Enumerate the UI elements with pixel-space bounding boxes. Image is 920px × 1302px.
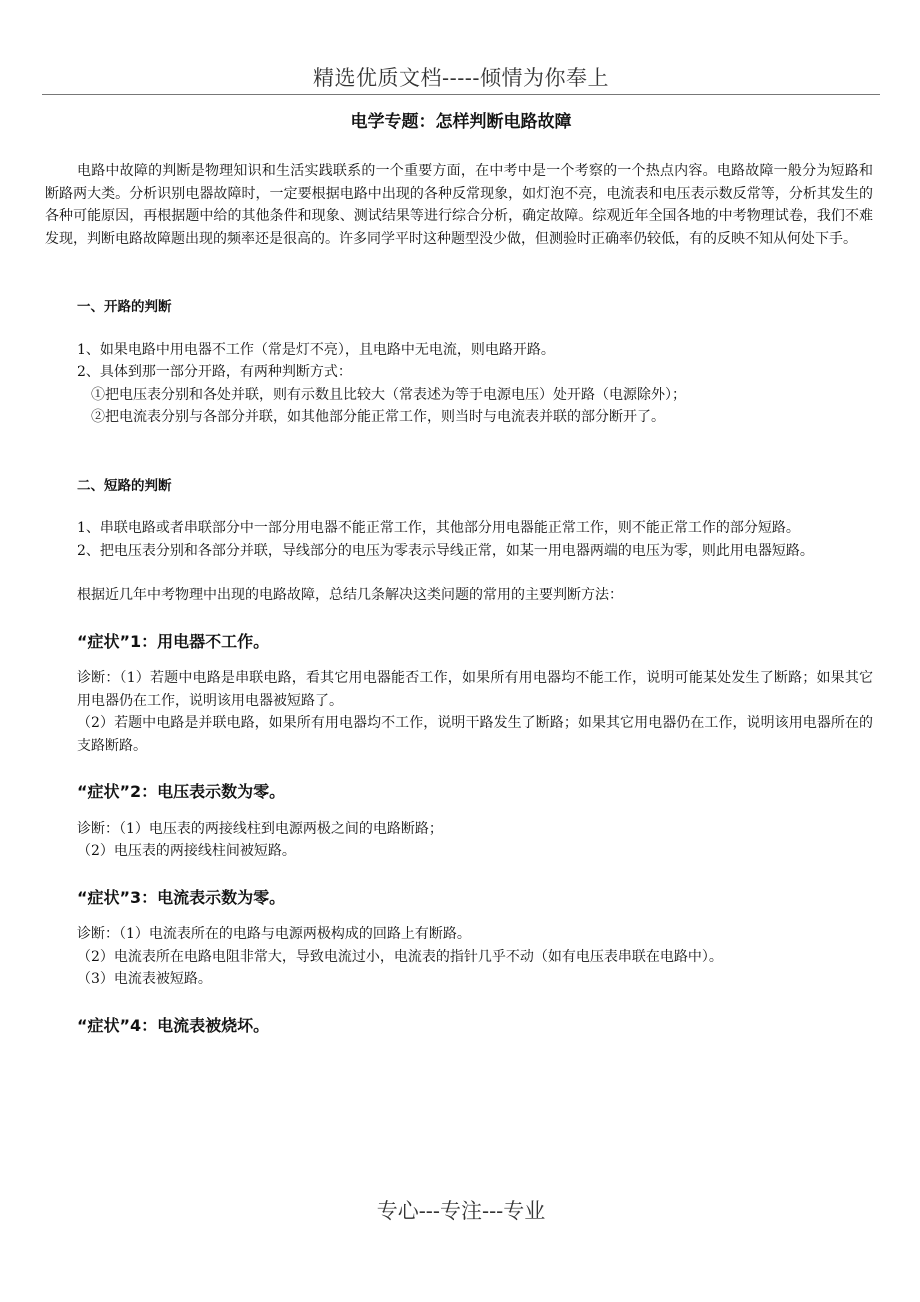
- open-circuit-subitem-2: ②把电流表分别与各部分并联，如其他部分能正常工作，则当时与电流表并联的部分断开了。: [91, 409, 665, 425]
- symptom-2-diagnosis-1: 诊断：（1）电压表的两接线柱到电源两极之间的电路断路；: [77, 820, 443, 837]
- page-header: 精选优质文档-----倾情为你奉上: [313, 66, 609, 90]
- symptom-3-diagnosis-3: （3）电流表被短路。: [77, 971, 212, 987]
- intro-paragraph: 电路中故障的判断是物理知识和生活实践联系的一个重要方面，在中考中是一个考察的一个热点内容。电路故障一般分为短路和断路两大类。分析识别电器故障时，一定要根据电路中出现的各种反常现象，如灯泡不亮，电流表和电压表示数反常等，分析其发生的各种可能原因，再根据题中给的其他条件和现象、测试结果等进行综合分析，确定故障。综观近年全国各地的中考物理试卷，我们不难发现，判断电路故障题出现的频率还是很高的。许多同学平时这种题型没少做，但测验时正确率仍较低，有的反映不知从何处下手。: [45, 163, 873, 247]
- page-footer: 专心---专注---专业: [376, 1199, 546, 1223]
- document-body: [45, 160, 873, 1051]
- symptom-4-title: “症状”4：电流表被烧坏。: [77, 1015, 270, 1035]
- open-circuit-subitem-1: ①把电压表分别和各处并联，则有示数且比较大（常表述为等于电源电压）处开路（电源除外）；: [91, 386, 686, 403]
- header-divider: [42, 94, 880, 95]
- symptom-3-diagnosis-1: 诊断：（1）电流表所在的电路与电源两极构成的回路上有断路。: [77, 926, 471, 942]
- symptom-1-diagnosis-1: 诊断：（1）若题中电路是串联电路，看其它用电器能否工作，如果所有用电器均不能工作，说明可能某处发生了断路；如果其它用电器仍在工作，说明该用电器被短路了。: [77, 670, 873, 709]
- symptom-1-title: “症状”1：用电器不工作。: [77, 631, 270, 651]
- summary-paragraph: 根据近几年中考物理中出现的电路故障，总结几条解决这类问题的常用的主要判断方法：: [77, 587, 623, 603]
- symptom-3-diagnosis-2: （2）电流表所在电路电阻非常大，导致电流过小，电流表的指针几乎不动（如有电压表串联在电路中）。: [77, 948, 723, 965]
- document-title: 电学专题：怎样判断电路故障: [350, 112, 572, 132]
- section-heading-open-circuit: 一、开路的判断: [77, 299, 172, 315]
- open-circuit-item-1: 1、如果电路中用电器不工作（常是灯不亮），且电路中无电流，则电路开路。: [77, 341, 555, 358]
- section-heading-short-circuit: 二、短路的判断: [77, 477, 172, 494]
- short-circuit-item-1: 1、串联电路或者串联部分中一部分用电器不能正常工作，其他部分用电器能正常工作，则不能正常工作的部分短路。: [77, 520, 800, 536]
- short-circuit-item-2: 2、把电压表分别和各部分并联，导线部分的电压为零表示导线正常，如某一用电器两端的电压为零，则此用电器短路。: [77, 542, 814, 559]
- open-circuit-item-2: 2、具体到那一部分开路，有两种判断方式：: [77, 364, 352, 380]
- symptom-2-title: “症状”2：电压表示数为零。: [77, 782, 286, 801]
- symptom-1-diagnosis-2: （2）若题中电路是并联电路，如果所有用电器均不工作，说明干路发生了断路；如果其它用电器仍在工作，说明该用电器所在的支路断路。: [77, 715, 873, 754]
- symptom-2-diagnosis-2: （2）电压表的两接线柱间被短路。: [77, 843, 296, 859]
- symptom-3-title: “症状”3：电流表示数为零。: [77, 887, 286, 907]
